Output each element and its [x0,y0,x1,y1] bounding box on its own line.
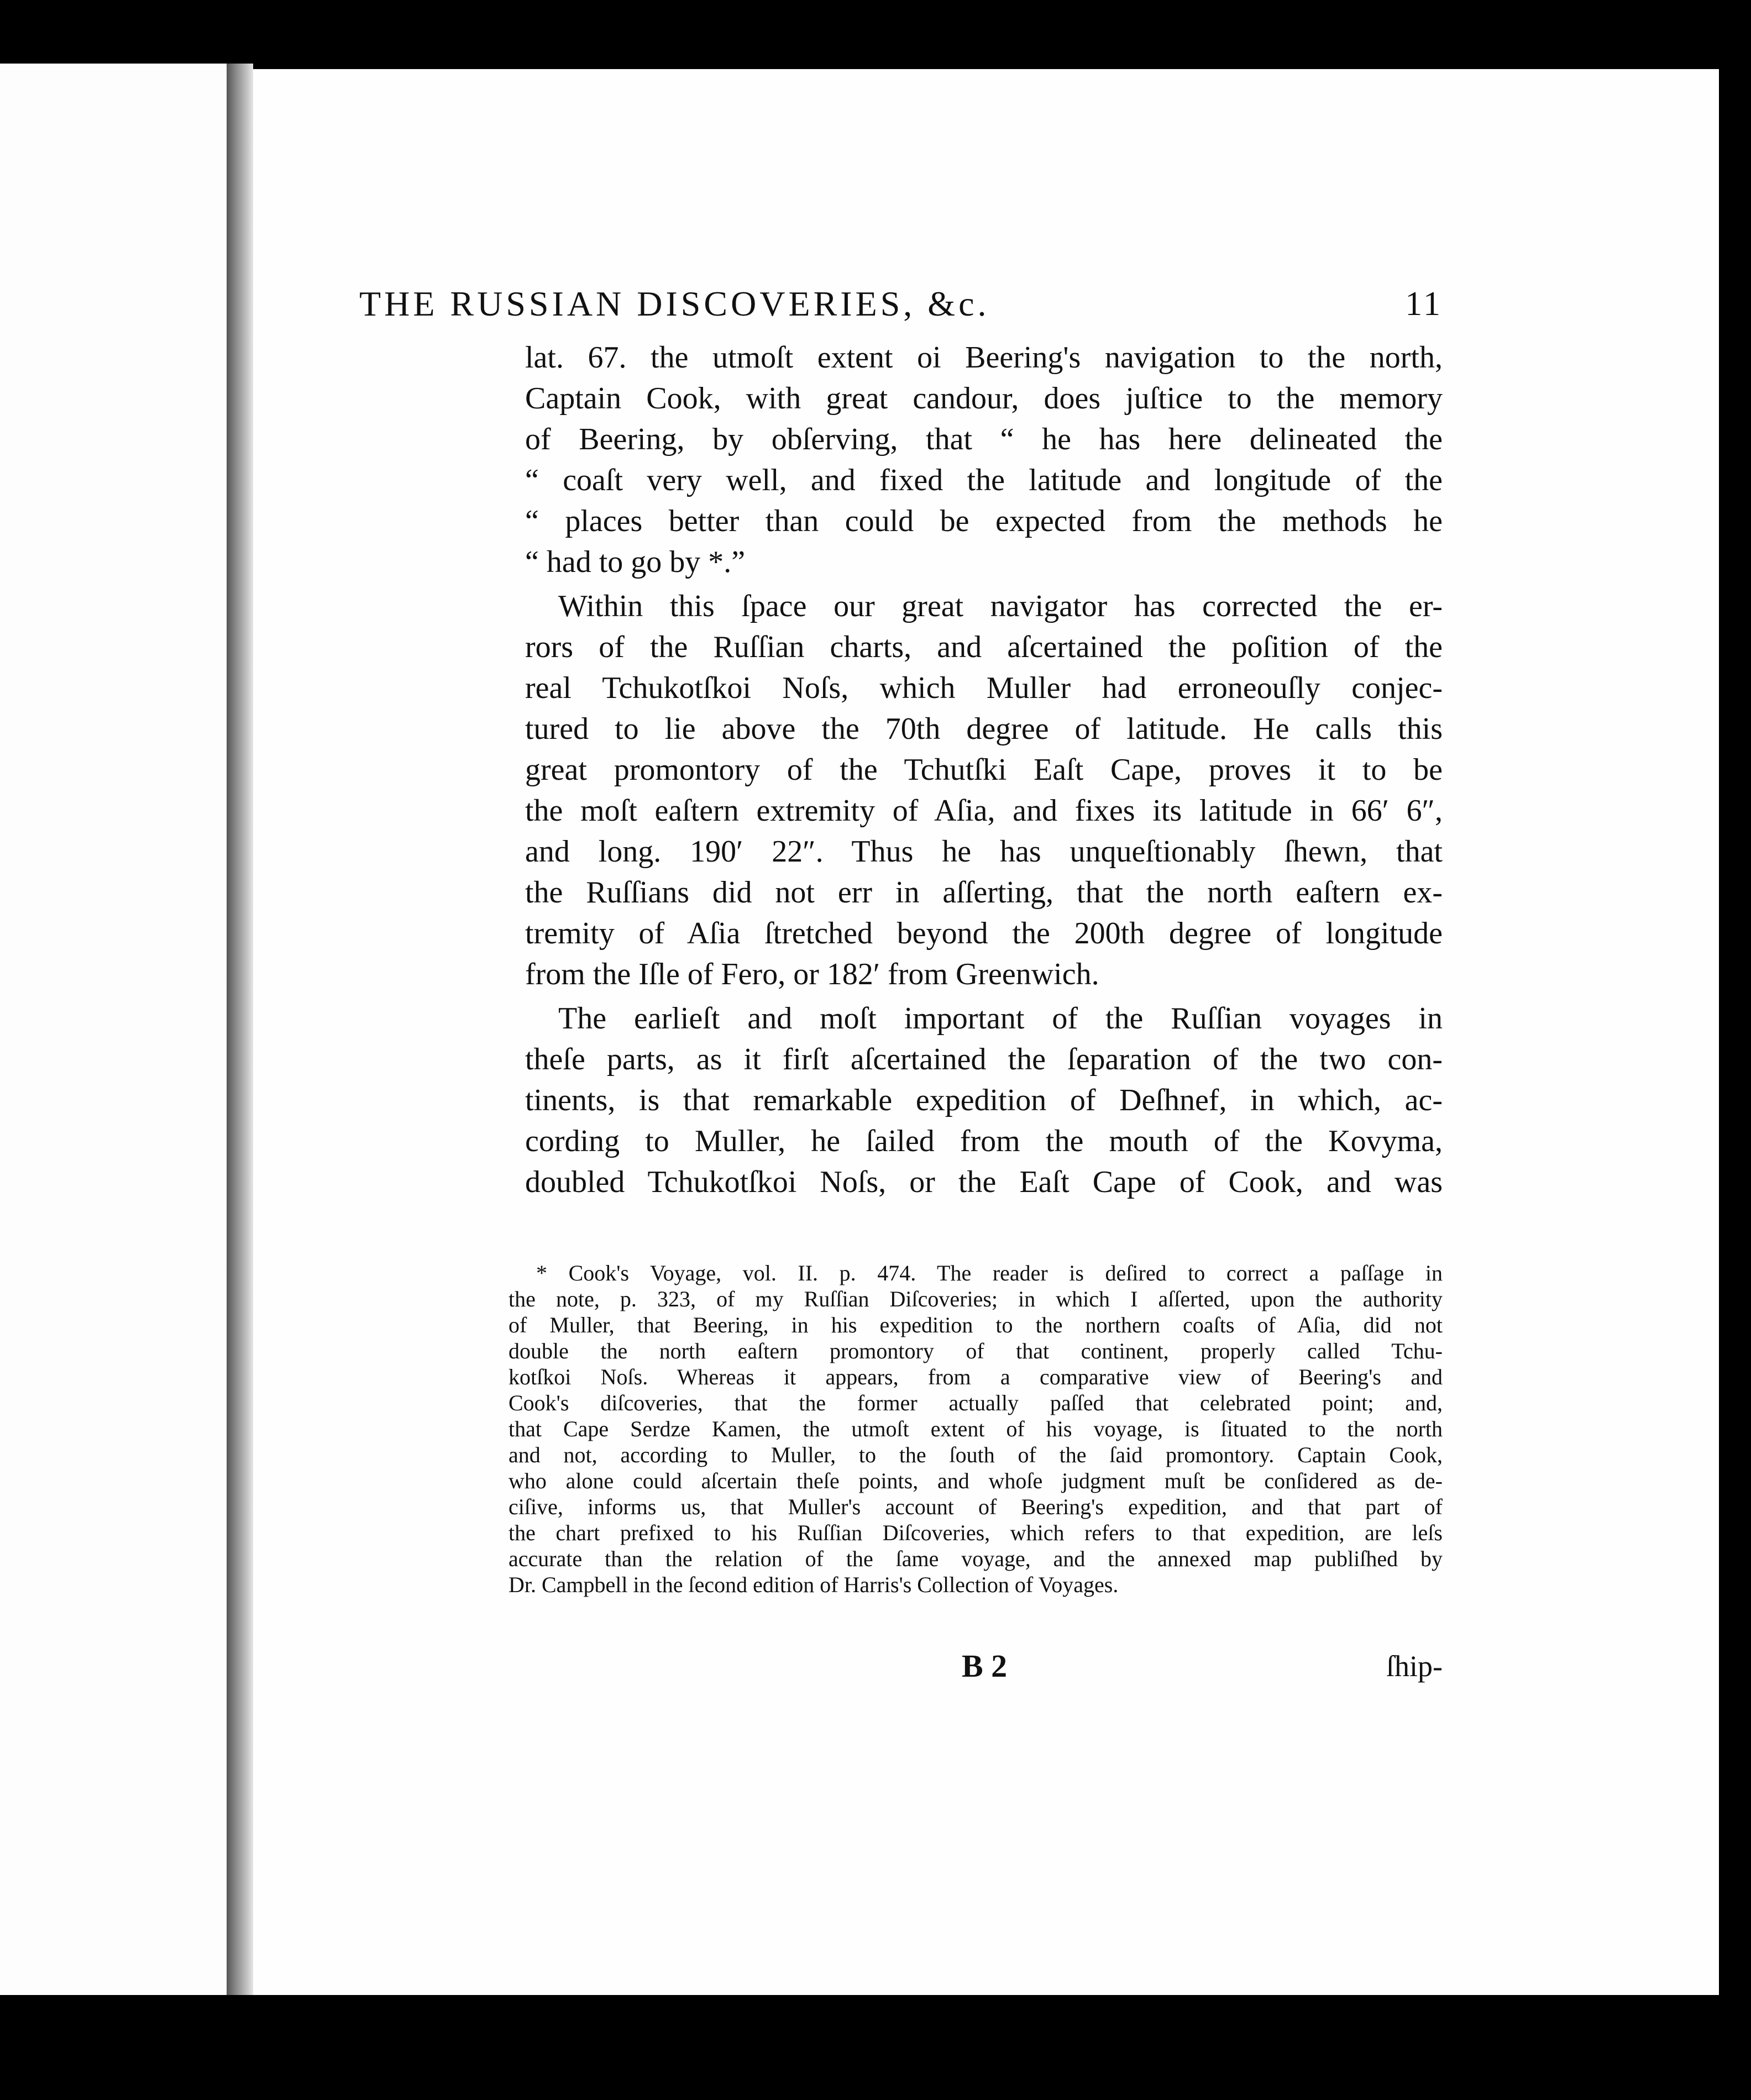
text-line: the moſt eaſtern extremity of Aſia, and fixes its latitude in 66′ 6″, [525,794,1443,828]
footnote-line: * Cook's Voyage, vol. II. p. 474. The reader is deſired to correct a paſſage in [536,1261,1443,1285]
footnote-line: who alone could aſcertain theſe points, and whoſe judgment muſt be conſidered as de- [508,1468,1443,1493]
text-line: cording to Muller, he ſailed from the mouth of the Kovyma, [525,1124,1443,1158]
signature-mark: B 2 [962,1648,1008,1684]
text-line: Captain Cook, with great candour, does juſtice to the memory [525,381,1443,416]
footnote-line: accurate than the relation of the ſame voyage, and the annexed map publiſhed by [508,1546,1443,1571]
text-line: tured to lie above the 70th degree of latitude. He calls this [525,712,1443,746]
footnote-line: the chart prefixed to his Ruſſian Diſcoveries, which refers to that expedition, are leſs [508,1520,1443,1545]
footnote-line: Dr. Campbell in the ſecond edition of Harris's Collection of Voyages. [508,1572,1119,1597]
footnote-line: that Cape Serdze Kamen, the utmoſt extent of his voyage, is ſituated to the north [508,1416,1443,1441]
text-line: theſe parts, as it firſt aſcertained the ſeparation of the two con- [525,1042,1443,1077]
catchword: ſhip- [1386,1650,1443,1683]
text-line: “ coaſt very well, and fixed the latitude and longitude of the [525,463,1443,497]
running-title: THE RUSSIAN DISCOVERIES, &c. [359,284,990,323]
text-line: the Ruſſians did not err in aſſerting, that the north eaſtern ex- [525,875,1443,910]
book-gutter [227,64,253,1995]
footnote-line: ciſive, informs us, that Muller's account of Beering's expedition, and that part of [508,1494,1443,1519]
text-line: “ had to go by *.” [525,545,746,579]
text-line: of Beering, by obſerving, that “ he has here delineated the [525,422,1443,456]
text-line: from the Iſle of Fero, or 182′ from Greenwich. [525,957,1099,991]
text-line: tinents, is that remarkable expedition of Deſhnef, in which, ac- [525,1083,1443,1117]
text-line: lat. 67. the utmoſt extent oi Beering's navigation to the north, [525,340,1443,375]
text-line: doubled Tchukotſkoi Noſs, or the Eaſt Cape of Cook, and was [525,1165,1443,1199]
text-line: great promontory of the Tchutſki Eaſt Cape, proves it to be [525,753,1443,787]
footnote-line: kotſkoi Noſs. Whereas it appears, from a comparative view of Beering's and [508,1364,1443,1389]
text-line: “ places better than could be expected from the methods he [525,504,1443,538]
text-line: and long. 190′ 22″. Thus he has unqueſtionably ſhewn, that [525,834,1443,869]
page-footer [962,1644,1443,1688]
text-line: real Tchukotſkoi Noſs, which Muller had erroneouſly conjec- [525,671,1443,705]
text-line: Within this ſpace our great navigator has corrected the er- [558,589,1443,623]
footnote-line: the note, p. 323, of my Ruſſian Diſcoveries; in which I aſſerted, upon the authority [508,1287,1443,1311]
footnote-line: and not, according to Muller, to the ſouth of the ſaid promontory. Captain Cook, [508,1442,1443,1467]
main-text [525,337,1443,1203]
page-header [359,279,1443,329]
footnote-line: Cook's diſcoveries, that the former actually paſſed that celebrated point; and, [508,1390,1443,1415]
page-number: 11 [1405,285,1443,323]
footnote-line: of Muller, that Beering, in his expedition to the northern coaſts of Aſia, did not [508,1313,1443,1337]
text-line: The earlieſt and moſt important of the Ruſſian voyages in [558,1001,1443,1036]
footnote-line: double the north eaſtern promontory of that continent, properly called Tchu- [508,1338,1443,1363]
text-line: rors of the Ruſſian charts, and aſcertained the poſition of the [525,630,1443,664]
footnote [508,1260,1443,1598]
facing-page-edge [0,64,227,1995]
text-line: tremity of Aſia ſtretched beyond the 200th degree of longitude [525,916,1443,951]
